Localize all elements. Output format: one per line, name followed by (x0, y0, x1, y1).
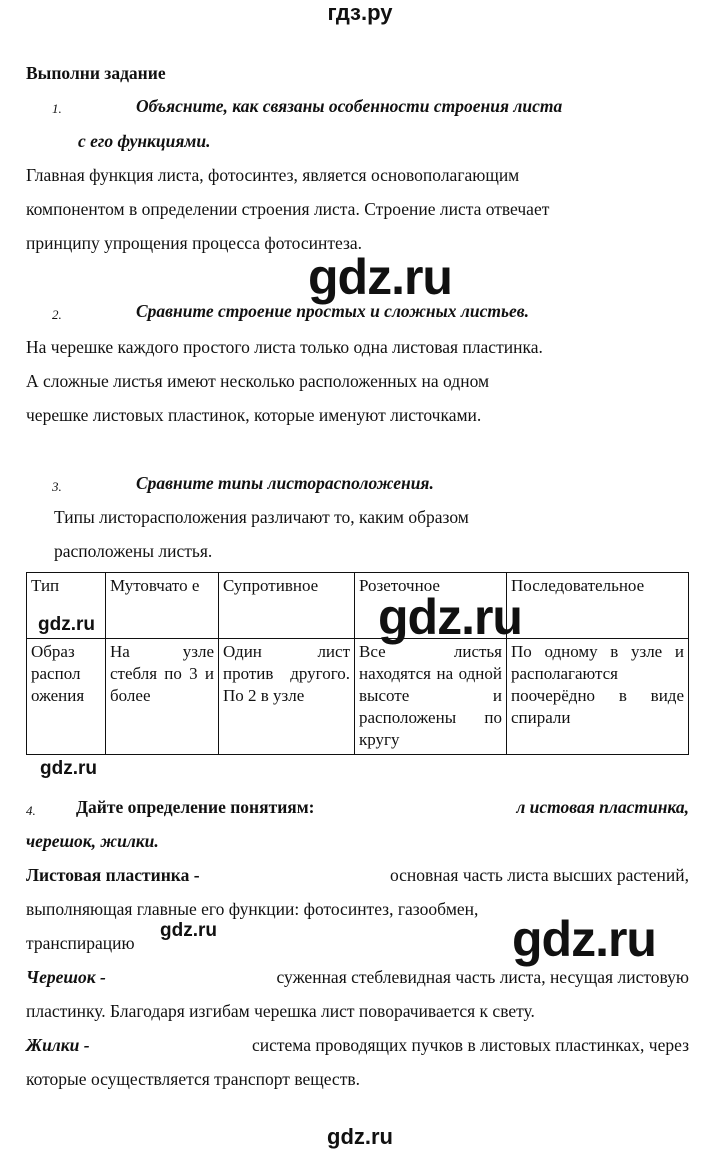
def3-line2: которые осуществляется транспорт веществ. (26, 1069, 360, 1089)
table-cell: Последовательное (507, 573, 689, 639)
def1-term: Листовая пластинка - (26, 865, 200, 885)
table-row (27, 639, 689, 755)
watermark: gdz.ru (40, 758, 97, 779)
q1-answer-line3: принципу упрощения процесса фотосинтеза. (26, 233, 363, 253)
table-cell: По одному в узле и располагаются поочерёдно в виде спирали (507, 639, 689, 755)
q1-answer-line2: компонентом в определении строения листа. Строение листа отвечает (26, 199, 550, 219)
table-cell: На узле стебля по 3 и более (106, 639, 219, 755)
q1-number: 1. (52, 101, 62, 116)
q2-number: 2. (52, 307, 62, 322)
def1-line3: транспирацию (26, 933, 135, 953)
q1-title-line2: с его функциями. (78, 131, 211, 151)
def1-line2: выполняющая главные его функции: фотосинтез, газообмен, (26, 899, 479, 919)
site-header: гдз.ру (327, 0, 393, 25)
def3-line1: Жилки - система проводящих пучков в листовых пластинках, через (26, 1035, 689, 1055)
q3-number: 3. (52, 479, 62, 494)
table-cell: Все листья находятся на одной высоте и расположены по кругу (355, 639, 507, 755)
table-header-row (27, 573, 689, 639)
def3-term: Жилки - (26, 1035, 90, 1055)
q2-answer-line1: На черешке каждого простого листа только одна листовая пластинка. (26, 337, 543, 357)
q1-title-line1: Объясните, как связаны особенности строения листа (136, 96, 563, 116)
table-cell: Розеточное (355, 573, 507, 639)
q2-title: Сравните строение простых и сложных листьев. (136, 301, 529, 321)
leaf-arrangement-table (26, 572, 689, 755)
table-cell: Тип (27, 573, 106, 639)
table-cell: Супротивное (219, 573, 355, 639)
table-cell: Один лист против другого. По 2 в узле (219, 639, 355, 755)
table-cell: Образ распол ожения (27, 639, 106, 755)
watermark: gdz.ru (160, 920, 217, 941)
q2-answer-line2: А сложные листья имеют несколько расположенных на одном (26, 371, 490, 391)
watermark: gdz.ru (378, 589, 522, 645)
def2-line1: Черешок - суженная стеблевидная часть листа, несущая листовую (26, 967, 689, 987)
watermark: gdz.ru (38, 614, 95, 635)
def2-line2: пластинку. Благодаря изгибам черешка лист поворачивается к свету. (26, 1001, 535, 1021)
site-footer: gdz.ru (327, 1124, 393, 1149)
watermark: gdz.ru (512, 911, 656, 967)
q3-answer-line2: расположены листья. (54, 541, 213, 561)
def2-term: Черешок - (26, 967, 106, 987)
def1-line1: Листовая пластинка - основная часть листа высших растений, (26, 865, 689, 885)
q4-number: 4. (26, 803, 36, 818)
q4-title-line1: Дайте определение понятиям: л истовая пластинка, (76, 797, 689, 817)
q4-title-line2: черешок, жилки. (26, 831, 159, 851)
watermark: gdz.ru (308, 249, 452, 305)
task-title: Выполни задание (26, 63, 166, 83)
q1-answer-line1: Главная функция листа, фотосинтез, является основополагающим (26, 165, 520, 185)
q3-title: Сравните типы листорасположения. (136, 473, 434, 493)
q2-answer-line3: черешке листовых пластинок, которые именуют листочками. (26, 405, 482, 425)
table-cell: Мутовчато е (106, 573, 219, 639)
q3-answer-line1: Типы листорасположения различают то, каким образом (54, 507, 469, 527)
